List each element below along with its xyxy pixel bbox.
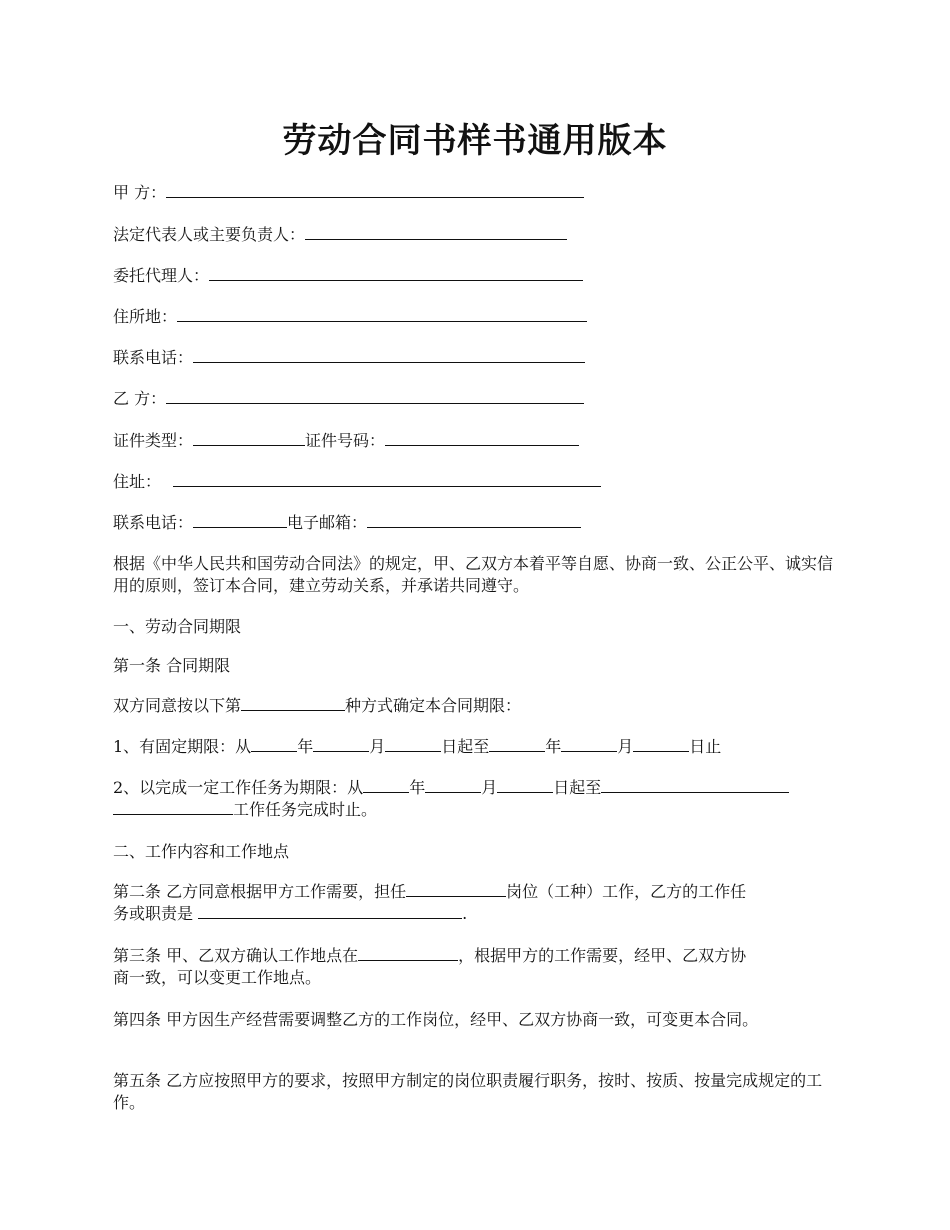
article2-end: . <box>462 904 468 923</box>
contact-b-row <box>113 512 840 534</box>
article2-line1 <box>113 881 840 903</box>
phone-b-label: 联系电话： <box>113 513 194 532</box>
year-label: 年 <box>297 737 314 756</box>
start-year-blank[interactable] <box>251 736 297 752</box>
month-label: 月 <box>481 778 498 797</box>
article2-line2 <box>113 903 840 925</box>
task-term-prefix: 2、以完成一定工作任务为期限：从 <box>113 778 364 797</box>
end-month-blank[interactable] <box>561 736 617 752</box>
task-term-row-cont <box>113 799 840 821</box>
start-day-blank[interactable] <box>385 736 441 752</box>
task-description-blank[interactable] <box>601 777 789 793</box>
article4-paragraph: 第四条 甲方因生产经营需要调整乙方的工作岗位，经甲、乙双方协商一致，可变更本合同。 <box>113 1010 759 1029</box>
section1-heading: 一、劳动合同期限 <box>113 617 242 636</box>
month-label: 月 <box>369 737 386 756</box>
start-month-blank[interactable] <box>313 736 369 752</box>
section2-heading: 二、工作内容和工作地点 <box>113 842 290 861</box>
workplace-blank[interactable] <box>358 945 458 961</box>
end-year-blank[interactable] <box>489 736 545 752</box>
end-day-blank[interactable] <box>633 736 689 752</box>
id-number-blank[interactable] <box>385 430 579 446</box>
address-blank[interactable] <box>173 471 601 487</box>
agent-blank[interactable] <box>209 265 583 281</box>
residence-label: 住所地： <box>113 307 178 326</box>
phone-b-blank[interactable] <box>193 512 287 528</box>
phone-a-label: 联系电话： <box>113 348 194 367</box>
article3-text-b: ，根据甲方的工作需要，经甲、乙双方协 <box>458 946 747 965</box>
party-b-label: 乙 方： <box>113 389 167 408</box>
task-day-blank[interactable] <box>497 777 553 793</box>
day-from-label: 日起至 <box>553 778 602 797</box>
day-to-label: 日止 <box>689 737 722 756</box>
residence-blank[interactable] <box>177 306 587 322</box>
task-description-blank-cont[interactable] <box>113 799 233 815</box>
article1-heading: 第一条 合同期限 <box>113 656 231 675</box>
year-label: 年 <box>409 778 426 797</box>
term-method-blank[interactable] <box>241 695 345 711</box>
agent-label: 委托代理人： <box>113 266 210 285</box>
term-method-row <box>113 695 840 717</box>
agent-row <box>113 265 840 287</box>
year-label: 年 <box>545 737 562 756</box>
article2-text-a: 第二条 乙方同意根据甲方工作需要，担任 <box>113 882 407 901</box>
id-type-label: 证件类型： <box>113 431 194 450</box>
party-b-row <box>113 388 840 410</box>
position-blank[interactable] <box>406 881 506 897</box>
email-blank[interactable] <box>367 512 581 528</box>
article3-text-a: 第三条 甲、乙双方确认工作地点在 <box>113 946 359 965</box>
preamble-paragraph: 根据《中华人民共和国劳动合同法》的规定，甲、乙双方本着平等自愿、协商一致、公正公平、诚实信用的原则，签订本合同，建立劳动关系，并承诺共同遵守。 <box>113 554 834 595</box>
term-intro-a: 双方同意按以下第 <box>113 696 242 715</box>
id-number-label: 证件号码： <box>305 431 386 450</box>
party-b-blank[interactable] <box>166 388 584 404</box>
address-row <box>113 471 840 493</box>
term-intro-b: 种方式确定本合同期限： <box>345 696 522 715</box>
residence-row <box>113 306 840 328</box>
phone-a-row <box>113 347 840 369</box>
id-row <box>113 430 840 452</box>
legal-rep-label: 法定代表人或主要负责人： <box>113 225 306 244</box>
day-from-label: 日起至 <box>441 737 490 756</box>
fixed-term-prefix: 1、有固定期限：从 <box>113 737 252 756</box>
task-term-suffix: 工作任务完成时止。 <box>233 800 378 819</box>
article5-paragraph: 第五条 乙方应按照甲方的要求，按照甲方制定的岗位职责履行职务，按时、按质、按量完成规定的工作。 <box>113 1071 823 1112</box>
address-label: 住址： <box>113 472 162 491</box>
party-a-row <box>113 182 840 204</box>
task-year-blank[interactable] <box>363 777 409 793</box>
id-type-blank[interactable] <box>193 430 305 446</box>
phone-a-blank[interactable] <box>193 347 585 363</box>
article3-line1 <box>113 945 840 967</box>
document-title: 劳动合同书样书通用版本 <box>282 121 668 161</box>
party-a-label: 甲 方： <box>113 183 167 202</box>
email-label: 电子邮箱： <box>287 513 368 532</box>
article2-text-b: 岗位（工种）工作，乙方的工作任 <box>506 882 747 901</box>
legal-rep-row <box>113 224 840 246</box>
task-month-blank[interactable] <box>425 777 481 793</box>
month-label: 月 <box>617 737 634 756</box>
task-term-row <box>113 777 840 799</box>
fixed-term-row <box>113 736 840 758</box>
article2-text-c: 务或职责是 <box>113 904 199 923</box>
article3-line2: 商一致，可以变更工作地点。 <box>113 968 322 987</box>
party-a-blank[interactable] <box>166 182 584 198</box>
duty-blank[interactable] <box>198 903 462 919</box>
legal-rep-blank[interactable] <box>305 224 567 240</box>
